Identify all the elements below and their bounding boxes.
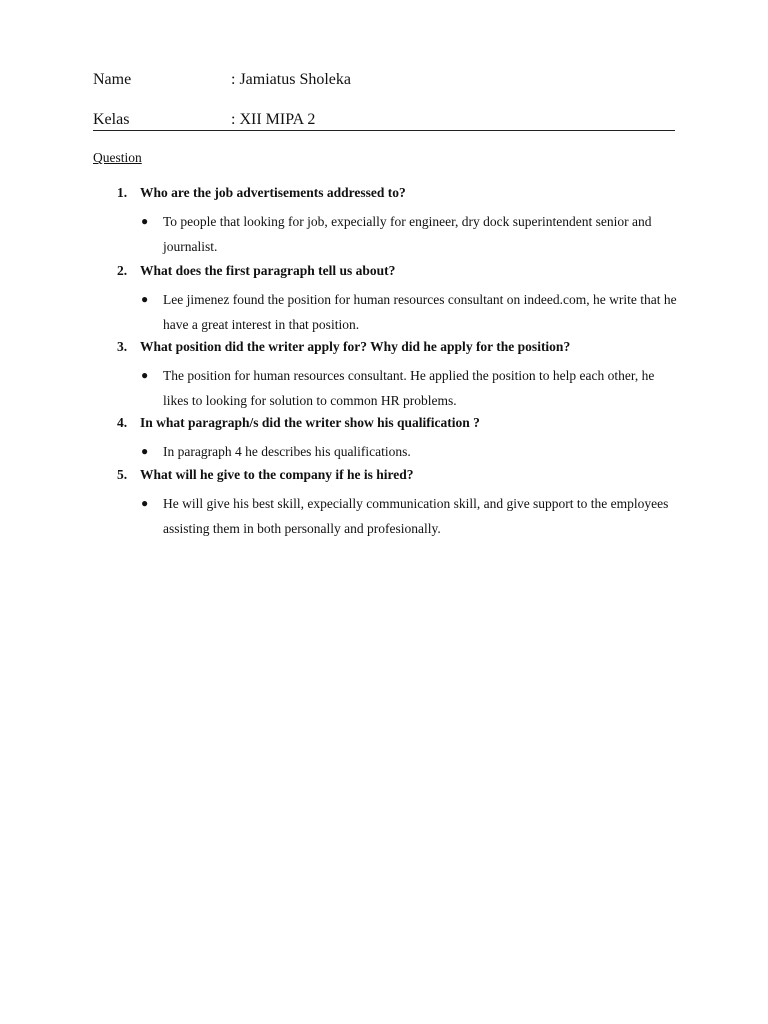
bullet-icon: ● xyxy=(141,214,149,228)
question-text xyxy=(117,414,480,432)
question-number: 4. xyxy=(117,415,128,430)
question-label: What does the first paragraph tell us about? xyxy=(140,263,396,278)
bullet-icon: ● xyxy=(141,368,149,382)
question-text xyxy=(117,338,570,356)
question-label: What position did the writer apply for? Why did he apply for the position? xyxy=(140,339,571,354)
question-number: 5. xyxy=(117,467,128,482)
section-title: Question xyxy=(93,150,142,165)
question-label: What will he give to the company if he is hired? xyxy=(140,467,414,482)
class-value: : XII MIPA 2 xyxy=(231,111,316,128)
question-number: 1. xyxy=(117,185,128,200)
answer-item xyxy=(141,209,681,259)
answer-item xyxy=(141,363,681,413)
question-text xyxy=(117,466,414,484)
question-text xyxy=(117,262,395,280)
question-number: 3. xyxy=(117,339,128,354)
question-number: 2. xyxy=(117,263,128,278)
class-label: Kelas xyxy=(93,111,130,128)
bullet-icon: ● xyxy=(141,292,149,306)
answer-text: In paragraph 4 he describes his qualifications. xyxy=(163,444,411,459)
question-label: Who are the job advertisements addressed to? xyxy=(140,185,406,200)
name-label: Name xyxy=(93,71,132,88)
answer-item xyxy=(141,491,681,541)
bullet-icon: ● xyxy=(141,496,149,510)
header-divider xyxy=(93,130,675,131)
question-label: In what paragraph/s did the writer show his qualification ? xyxy=(140,415,480,430)
answer-text: He will give his best skill, expecially communication skill, and give support to the employees assisting them in both personally and profesionally. xyxy=(163,496,669,536)
answer-item xyxy=(141,287,681,337)
answer-text: The position for human resources consultant. He applied the position to help each other, he likes to looking for solution to common HR problems. xyxy=(163,368,655,408)
question-text xyxy=(117,184,406,202)
answer-item xyxy=(141,439,681,464)
name-value: : Jamiatus Sholeka xyxy=(231,71,351,88)
bullet-icon: ● xyxy=(141,444,149,458)
answer-text: To people that looking for job, expecially for engineer, dry dock superintendent senior and journalist. xyxy=(163,214,652,254)
answer-text: Lee jimenez found the position for human resources consultant on indeed.com, he write that he have a great interest in that position. xyxy=(163,292,677,332)
